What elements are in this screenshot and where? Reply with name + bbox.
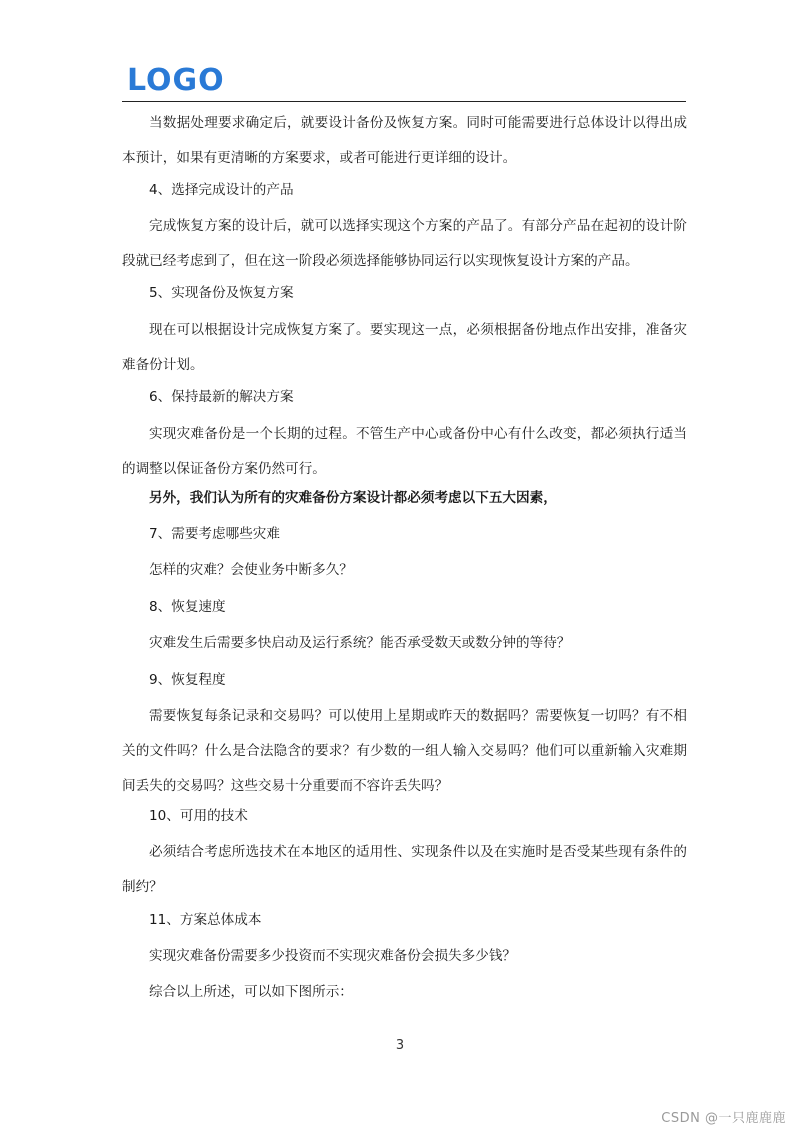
- page-number: 3: [395, 1038, 405, 1053]
- paragraph-total-cost: 实现灾难备份需要多少投资而不实现灾难备份会损失多少钱？: [149, 948, 517, 964]
- section-heading-11: 11、方案总体成本: [149, 912, 262, 928]
- bold-factors-intro: 另外，我们认为所有的灾难备份方案设计都必须考虑以下五大因素，: [149, 490, 557, 506]
- paragraph-summary: 综合以上所述，可以如下图所示：: [149, 984, 353, 1000]
- section-heading-10: 10、可用的技术: [149, 808, 248, 824]
- section-heading-7: 7、需要考虑哪些灾难: [149, 526, 280, 542]
- header-rule: [122, 101, 686, 102]
- paragraph-which-disasters: 怎样的灾难？会使业务中断多久？: [149, 562, 353, 578]
- paragraph-text: 当数据处理要求确定后，就要设计备份及恢复方案。同时可能需要进行总体设计以得出成本预计，如果有更清晰的方案要求，或者可能进行更详细的设计。: [122, 115, 687, 166]
- logo: LOGO: [127, 63, 225, 98]
- paragraph-implement-backup: 现在可以根据设计完成恢复方案了。要实现这一点，必须根据备份地点作出安排，准备灾难备份计划。: [122, 322, 687, 373]
- section-heading-5: 5、实现备份及恢复方案: [149, 285, 294, 301]
- section-heading-9: 9、恢复程度: [149, 672, 226, 688]
- section-heading-8: 8、恢复速度: [149, 599, 226, 615]
- section-heading-4: 4、选择完成设计的产品: [149, 182, 294, 198]
- paragraph-recovery-speed: 灾难发生后需要多快启动及运行系统？能否承受数天或数分钟的等待？: [149, 635, 571, 651]
- paragraph-design-plan: [122, 106, 687, 176]
- paragraph-available-tech: 必须结合考虑所选技术在本地区的适用性、实现条件以及在实施时是否受某些现有条件的制约？: [122, 844, 687, 895]
- paragraph-select-products: 完成恢复方案的设计后，就可以选择实现这个方案的产品了。有部分产品在起初的设计阶段就已经考虑到了，但在这一阶段必须选择能够协同运行以实现恢复设计方案的产品。: [122, 218, 687, 269]
- watermark: CSDN @一只鹿鹿鹿: [661, 1111, 786, 1126]
- paragraph-recovery-degree: 需要恢复每条记录和交易吗？可以使用上星期或昨天的数据吗？需要恢复一切吗？有不相关的文件吗？什么是合法隐含的要求？有少数的一组人输入交易吗？他们可以重新输入灾难期间丢失的交易吗？这些交易十分重要而不容许丢失吗？: [122, 708, 687, 794]
- section-heading-6: 6、保持最新的解决方案: [149, 389, 294, 405]
- paragraph-keep-updated: 实现灾难备份是一个长期的过程。不管生产中心或备份中心有什么改变，都必须执行适当的调整以保证备份方案仍然可行。: [122, 426, 687, 477]
